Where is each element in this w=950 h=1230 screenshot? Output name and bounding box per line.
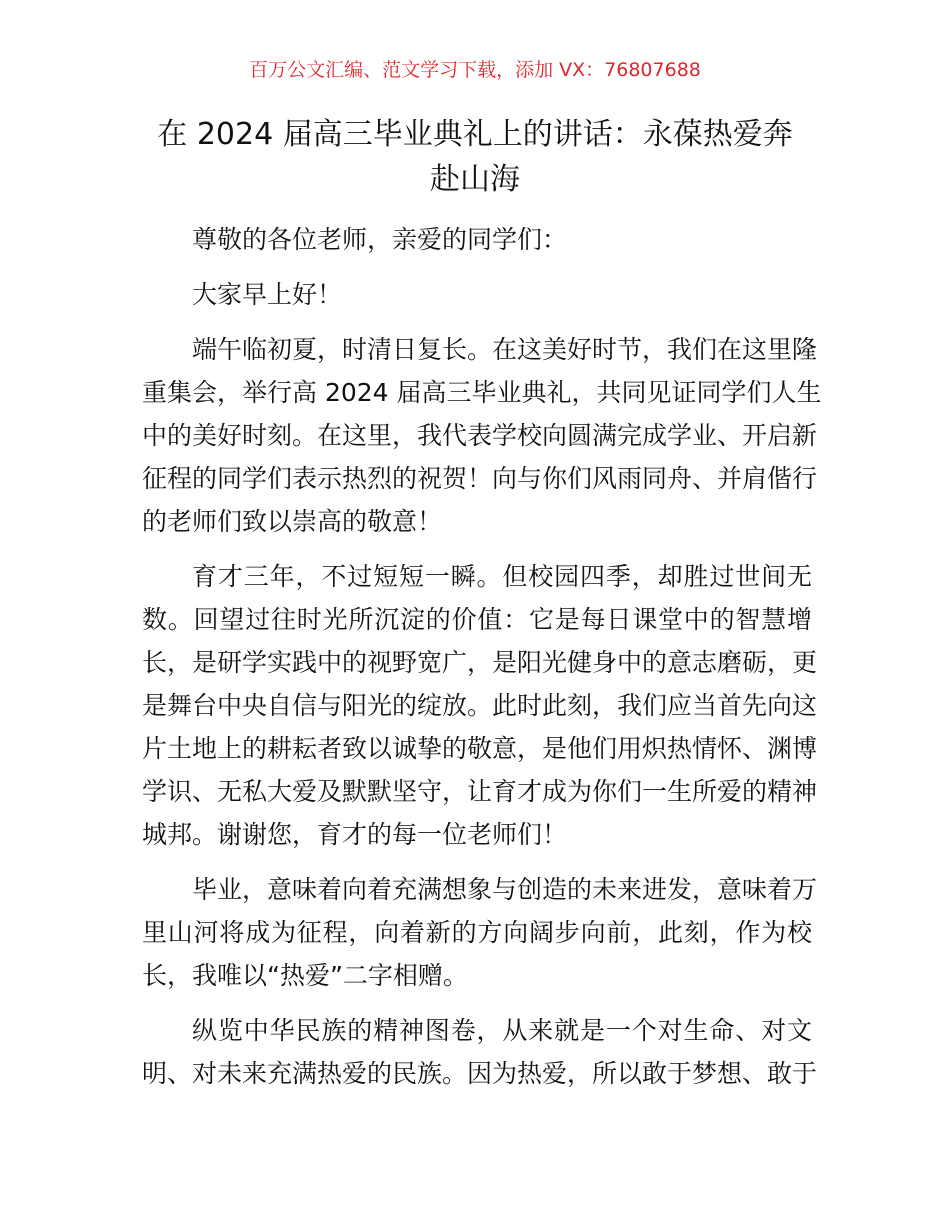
text-line: 育才三年，不过短短一瞬。但校园四季，却胜过世间无 <box>192 562 812 591</box>
text-line: 城邦。谢谢您，育才的每一位老师们！ <box>142 820 568 849</box>
title-line: 赴山海 <box>430 162 520 197</box>
text-line: 征程的同学们表示热烈的祝贺！向与你们风雨同舟、并肩偕行 <box>142 464 818 493</box>
document-title <box>130 112 820 202</box>
text-line: 中的美好时刻。在这里，我代表学校向圆满完成学业、开启新 <box>142 421 818 450</box>
text-line: 的老师们致以崇高的敬意！ <box>142 507 443 536</box>
text-line: 毕业，意味着向着充满想象与创造的未来进发，意味着万 <box>192 875 818 904</box>
paragraph <box>142 868 818 997</box>
text-line: 长，是研学实践中的视野宽广，是阳光健身中的意志磨砺，更 <box>142 648 818 677</box>
watermark-header: 百万公文汇编、范文学习下载，添加 VX：76807688 <box>249 59 701 81</box>
text-line: 纵览中华民族的精神图卷，从来就是一个对生命、对文 <box>192 1016 812 1045</box>
greeting <box>142 273 812 316</box>
text-line: 里山河将成为征程，向着新的方向阔步向前，此刻，作为校 <box>142 918 812 947</box>
paragraph <box>142 555 818 856</box>
text-line: 学识、无私大爱及默默坚守，让育才成为你们一生所爱的精神 <box>142 777 818 806</box>
document-body <box>142 218 822 1107</box>
text-line: 片土地上的耕耘者致以诚挚的敬意，是他们用炽热情怀、渊博 <box>142 734 818 763</box>
text-line: 数。回望过往时光所沉淀的价值：它是每日课堂中的智慧增 <box>142 605 812 634</box>
paragraph <box>142 328 822 543</box>
text-line: 长，我唯以“热爱”二字相赠。 <box>142 961 468 990</box>
text-line: 重集会，举行高 2024 届高三毕业典礼，共同见证同学们人生 <box>142 378 822 407</box>
text-line: 端午临初夏，时清日复长。在这美好时节，我们在这里隆 <box>192 335 818 364</box>
text-line: 大家早上好！ <box>192 280 343 309</box>
paragraph <box>142 1009 818 1095</box>
text-line: 明、对未来充满热爱的民族。因为热爱，所以敢于梦想、敢于 <box>142 1059 818 1088</box>
text-line: 尊敬的各位老师，亲爱的同学们： <box>192 225 568 254</box>
title-line: 在 2024 届高三毕业典礼上的讲话：永葆热爱奔 <box>157 117 793 152</box>
text-line: 是舞台中央自信与阳光的绽放。此时此刻，我们应当首先向这 <box>142 691 818 720</box>
salutation <box>142 218 812 261</box>
